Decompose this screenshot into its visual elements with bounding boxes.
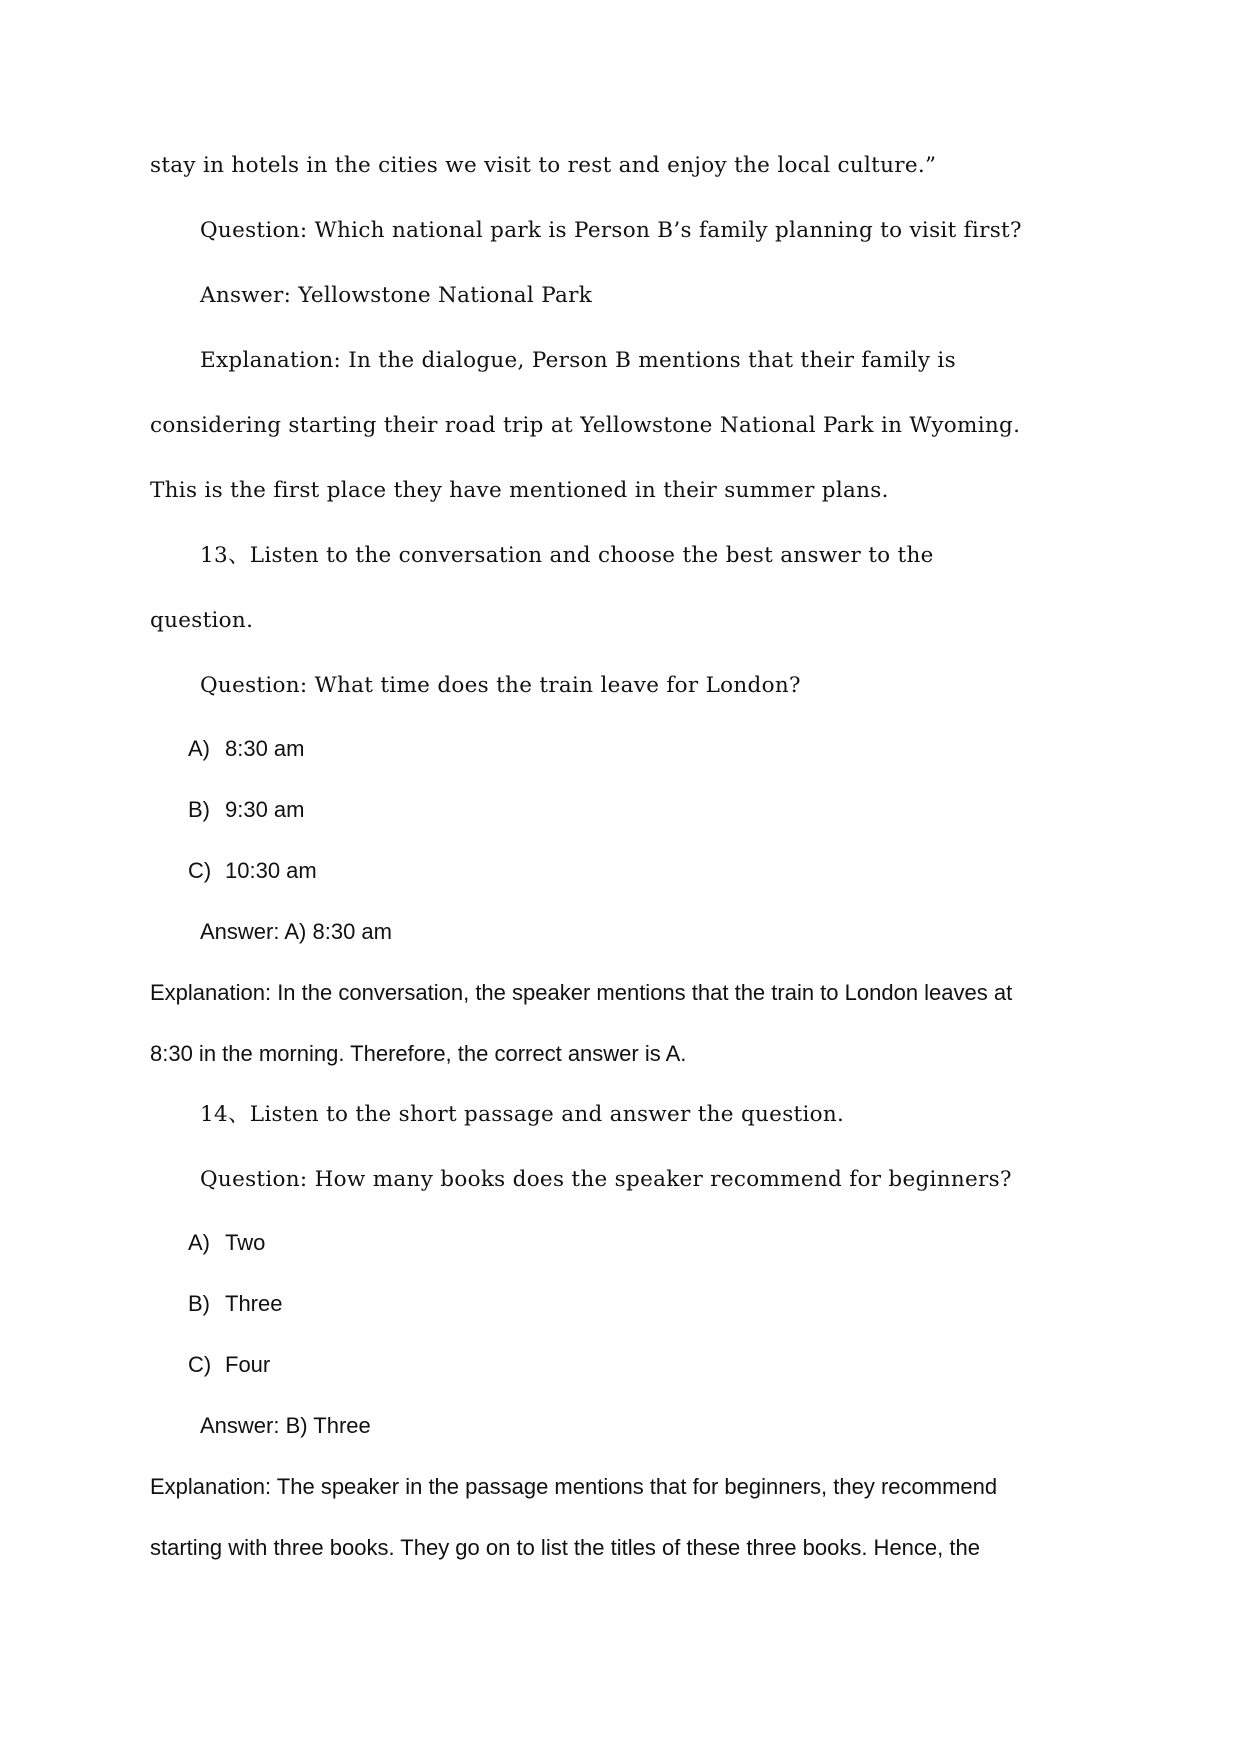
option-text: Two — [225, 1230, 266, 1255]
answer-option — [188, 1289, 282, 1319]
answer-text: Answer: A) 8:30 am — [200, 919, 392, 944]
answer-option — [188, 1228, 265, 1258]
option-text: Four — [225, 1352, 271, 1377]
answer-text: Answer: Yellowstone National Park — [200, 283, 593, 308]
answer-option — [188, 795, 305, 825]
explanation-text: This is the first place they have mentioned in their summer plans. — [150, 478, 889, 503]
option-letter: A) — [188, 736, 210, 761]
explanation-text: 8:30 in the morning. Therefore, the correct answer is A. — [150, 1041, 687, 1066]
option-text: 9:30 am — [225, 797, 305, 822]
question-text: Question: Which national park is Person B’s family planning to visit first? — [200, 218, 1022, 243]
explanation-text: Explanation: The speaker in the passage mentions that for beginners, they recommend — [150, 1474, 998, 1499]
answer-option — [188, 734, 305, 764]
question-text: Question: What time does the train leave for London? — [200, 673, 801, 698]
explanation-text: starting with three books. They go on to list the titles of these three books. Hence, the — [150, 1535, 980, 1560]
option-text: Three — [225, 1291, 283, 1316]
explanation-text: considering starting their road trip at Yellowstone National Park in Wyoming. — [150, 413, 1021, 438]
question-text: Question: How many books does the speaker recommend for beginners? — [200, 1167, 1012, 1192]
dialogue-text-line: stay in hotels in the cities we visit to rest and enjoy the local culture.” — [150, 153, 937, 178]
option-text: 10:30 am — [225, 858, 317, 883]
answer-option — [188, 856, 317, 886]
option-letter: A) — [188, 1230, 210, 1255]
option-text: 8:30 am — [225, 736, 305, 761]
answer-option — [188, 1350, 270, 1380]
option-letter: B) — [188, 1291, 210, 1316]
answer-text: Answer: B) Three — [200, 1413, 371, 1438]
explanation-text: Explanation: In the conversation, the speaker mentions that the train to London leaves at — [150, 980, 1013, 1005]
question-prompt: 14、Listen to the short passage and answer the question. — [200, 1102, 845, 1127]
question-prompt: 13、Listen to the conversation and choose the best answer to the — [200, 543, 934, 568]
option-letter: B) — [188, 797, 210, 822]
explanation-text: Explanation: In the dialogue, Person B mentions that their family is — [200, 348, 956, 373]
option-letter: C) — [188, 858, 212, 883]
question-prompt: question. — [150, 608, 254, 633]
option-letter: C) — [188, 1352, 212, 1377]
